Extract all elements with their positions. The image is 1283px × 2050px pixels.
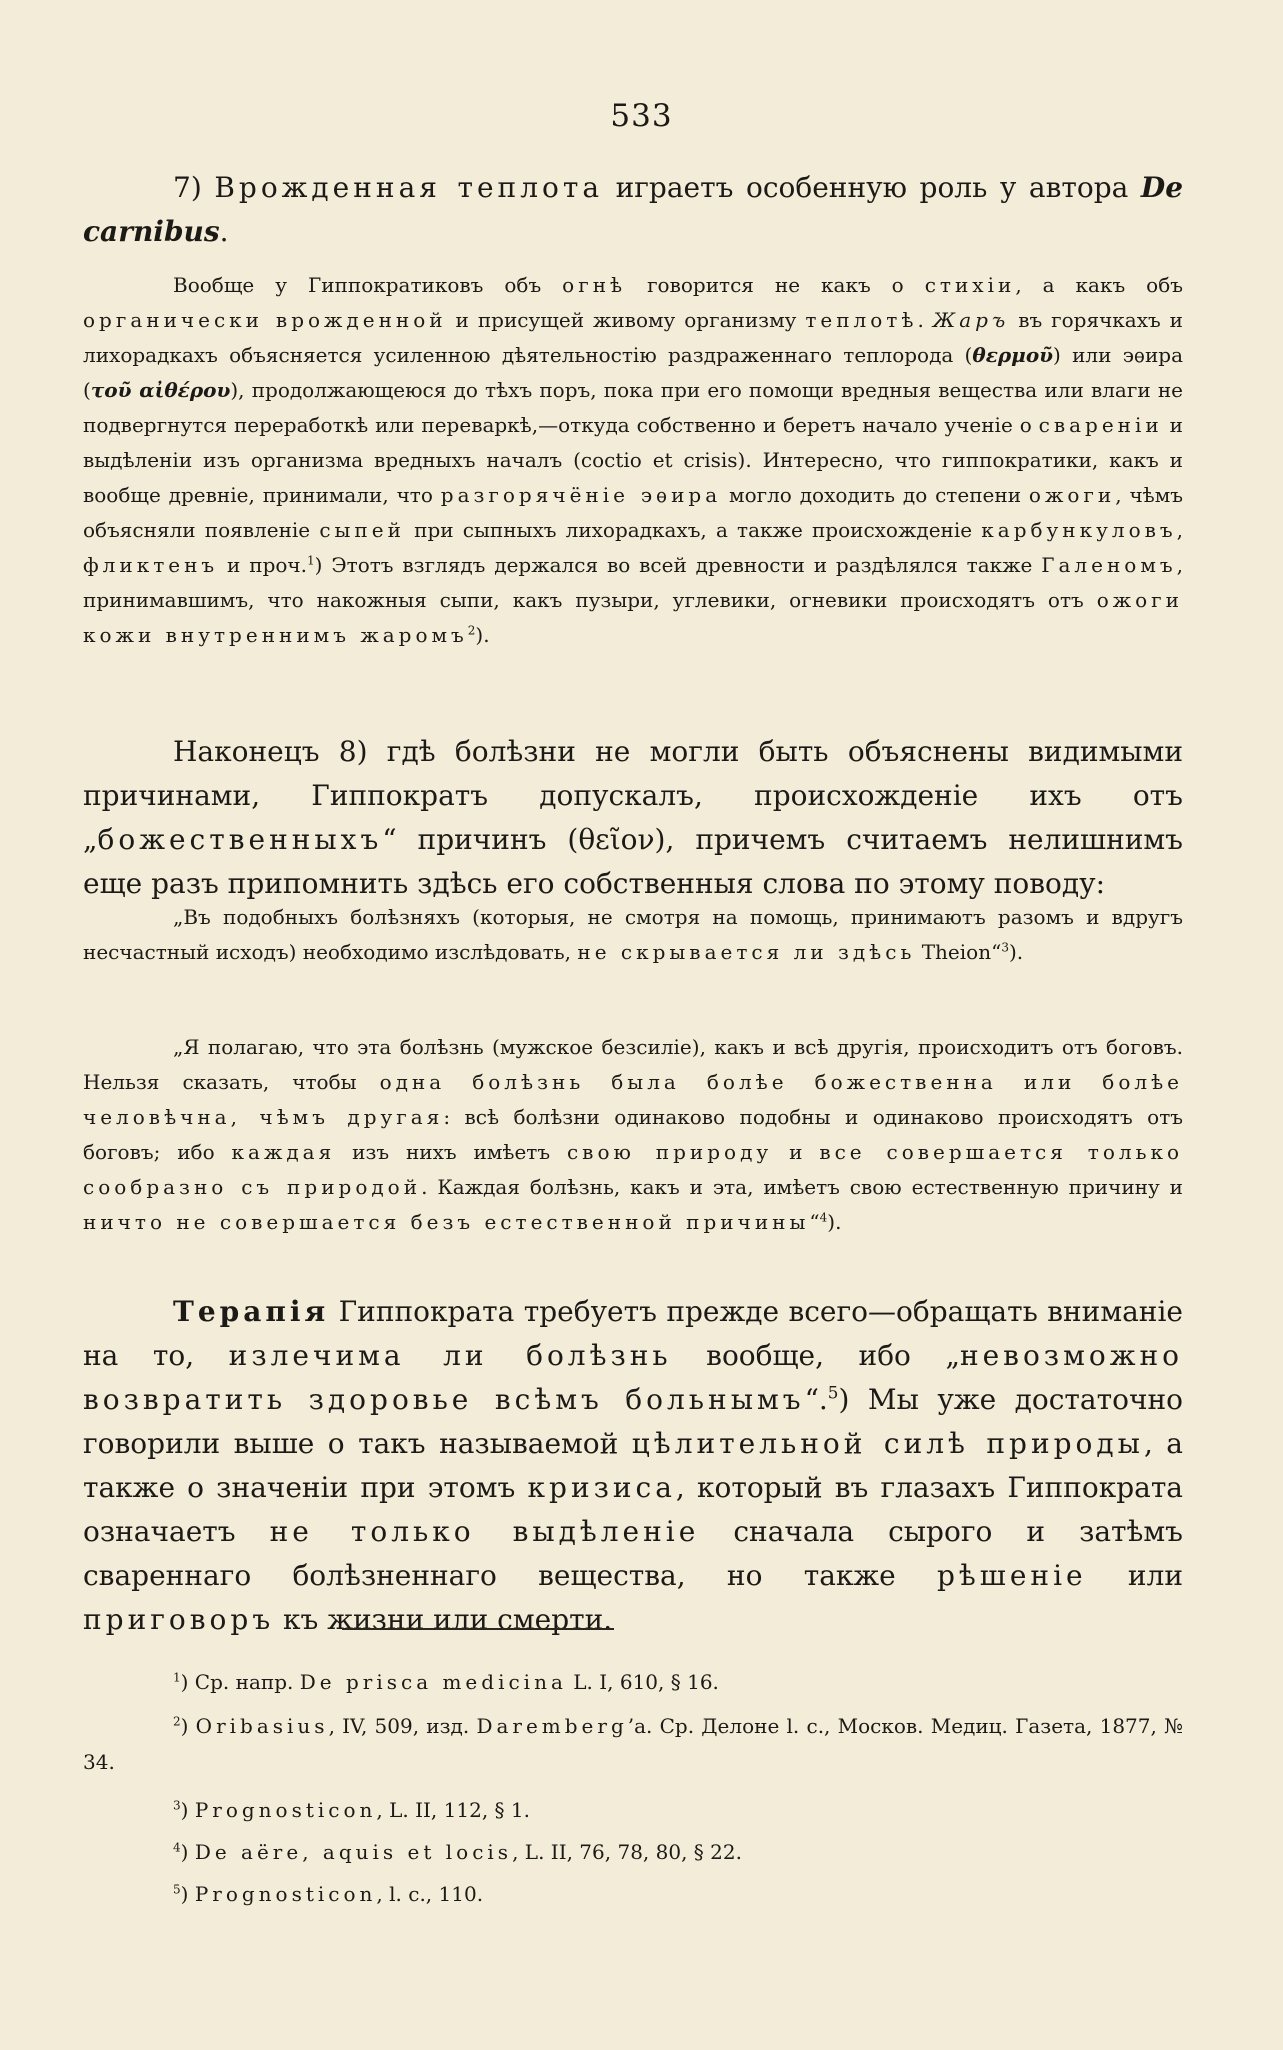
- text: , а также о значеніи при этомъ: [83, 1427, 1184, 1504]
- emphasis-spaced: сыпей: [319, 518, 405, 542]
- emphasis-spaced: рѣшеніе: [937, 1559, 1087, 1592]
- paragraph-therapy: [83, 1290, 1183, 1642]
- text: въ горячкахъ и лихорадкахъ объясняется усиленною дѣятельностію раздраженнаго теплорода (: [83, 308, 1183, 367]
- cited-work: Prognosticon: [194, 1798, 377, 1822]
- text: и проч.: [218, 553, 307, 577]
- text: ) Ср. напр.: [180, 1670, 300, 1694]
- emphasis-spaced: одна болѣзнь была болѣе божественна или болѣе человѣчна, чѣмъ другая: [83, 1070, 1183, 1129]
- emphasis-spaced: огнѣ: [562, 273, 627, 297]
- paragraph-note-7: [83, 166, 1183, 254]
- text: ) Этотъ взглядъ держался во всей древности и раздѣлялся также: [314, 553, 1042, 577]
- footnote-5: [83, 1876, 1183, 1912]
- cited-work: De aëre, aquis et locis: [194, 1840, 513, 1864]
- emphasis-spaced: фликтенъ: [83, 553, 219, 577]
- text: могло доходить до степени: [721, 483, 1029, 507]
- emphasis-spaced: Жаръ: [932, 308, 1010, 332]
- text: , принимавшимъ, что накожныя сыпи, какъ пузыри, углевики, огневики происходятъ отъ: [83, 553, 1183, 612]
- text: , а какъ объ: [1015, 273, 1183, 297]
- emphasis-spaced: Галеномъ: [1041, 553, 1177, 577]
- emphasis-spaced: органически врожденной: [83, 308, 447, 332]
- text: ) Мы уже достаточно говорили выше о такъ называемой: [83, 1383, 1183, 1460]
- text: .: [917, 308, 933, 332]
- emphasis-spaced: ожоги кожи внутреннимъ жаромъ: [83, 588, 1183, 647]
- footnote-3: [83, 1792, 1183, 1828]
- text: при сыпныхъ лихорадкахъ, а также происхожденіе: [404, 518, 982, 542]
- footnote-ref: 4: [819, 1210, 828, 1225]
- text: , L. II, 76, 78, 80, § 22.: [512, 1840, 742, 1864]
- footnote-4: [83, 1834, 1183, 1870]
- cited-author: Daremberg: [476, 1714, 628, 1738]
- cited-work: De prisca medicina: [299, 1670, 567, 1694]
- greek-term: θερμοῦ: [972, 343, 1054, 367]
- text: Гиппократа требуетъ прежде всего—обращать вниманіе на то,: [83, 1295, 1183, 1372]
- page-number: 533: [610, 98, 673, 134]
- section-heading-inline: Терапія: [173, 1295, 330, 1328]
- work-title: De carnibus: [83, 171, 1184, 248]
- emphasis-spaced: ожоги: [1028, 483, 1116, 507]
- text: ): [180, 1840, 195, 1864]
- emphasis-spaced: свою природу: [566, 1140, 773, 1164]
- text: Наконецъ 8) гдѣ болѣзни не могли быть объяснены видимыми причинами, Гиппократъ допускалъ, происхожденіе ихъ отъ „: [83, 735, 1183, 856]
- emphasis-spaced: не скрывается ли здѣсь: [577, 940, 916, 964]
- text: “.: [804, 1383, 828, 1416]
- text: „Въ подобныхъ болѣзняхъ (которыя, не смотря на помощь, принимаютъ разомъ и вдругъ несчастный исходъ) необходимо изслѣдовать,: [83, 905, 1183, 964]
- emphasis-spaced: невозможно возвратить здоровье всѣмъ больнымъ: [83, 1339, 1183, 1416]
- emphasis-spaced: божественныхъ: [97, 823, 383, 856]
- cited-author: Oribasius: [195, 1714, 329, 1738]
- text: , чѣмъ объясняли появленіе: [83, 483, 1184, 542]
- text: Вообще у Гиппократиковъ объ: [173, 273, 563, 297]
- text: ).: [475, 623, 490, 647]
- text: Theion“: [915, 940, 1002, 964]
- emphasis-spaced: свареніи: [1038, 413, 1163, 437]
- footnote-ref: 3: [1001, 940, 1009, 955]
- text: .: [219, 215, 229, 248]
- emphasis-spaced: приговоръ: [83, 1603, 275, 1636]
- text: ’а. Ср. Делоне l. с., Москов. Медиц. Газета, 1877, № 34.: [83, 1714, 1183, 1774]
- emphasis-spaced: карбункуловъ: [981, 518, 1177, 542]
- text: , l. с., 110.: [376, 1882, 484, 1906]
- paragraph-note-8: [83, 730, 1183, 906]
- footnote-mark: 4: [173, 1840, 181, 1855]
- text: , который въ глазахъ Гиппократа означаетъ: [83, 1471, 1184, 1548]
- text: ).: [1008, 940, 1024, 964]
- footnote-ref: 5: [827, 1382, 839, 1403]
- text: „Я полагаю, что эта болѣзнь (мужское безсиліе), какъ и всѣ другія, происходитъ отъ боговъ. Нельзя сказать, чтобы: [83, 1035, 1183, 1094]
- greek-term: τοῦ αἰθέρου: [90, 378, 231, 402]
- text: L. I, 610, § 16.: [566, 1670, 719, 1694]
- footnote-ref: 1: [307, 553, 315, 568]
- text: “ причинъ (θεῖον), причемъ считаемъ нелишнимъ еще разъ припомнить здѣсь его собственныя слова по этому поводу:: [83, 823, 1183, 900]
- text: ).: [827, 1210, 842, 1234]
- footnote-mark: 3: [173, 1798, 181, 1813]
- emphasis-spaced: ничто не совершается безъ естественной причины: [83, 1210, 810, 1234]
- footnote-ref: 2: [467, 623, 476, 638]
- text: ), продолжающеюся до тѣхъ поръ, пока при его помощи вредныя вещества или влаги не подвергнутся переработкѣ или переваркѣ,—откуда собственно и беретъ начало ученіе о: [83, 378, 1183, 437]
- footnote-2: [83, 1708, 1183, 1780]
- text: ) или эѳира (: [83, 343, 1183, 402]
- text: и: [772, 1140, 820, 1164]
- footnote-1: [83, 1664, 1183, 1700]
- note-number: 7): [173, 171, 202, 204]
- emphasis-spaced: все совершается только сообразно съ природой: [83, 1140, 1184, 1199]
- emphasis-spaced: не только выдѣленіе: [269, 1515, 700, 1548]
- emphasis-spaced: цѣлительной силѣ природы: [631, 1427, 1144, 1460]
- footnote-mark: 2: [173, 1714, 181, 1729]
- text: ,: [1176, 518, 1183, 542]
- emphasis-spaced: Врожденная теплота: [214, 171, 604, 204]
- text: вообще, ибо „: [671, 1339, 960, 1372]
- emphasis-spaced: стихіи: [924, 273, 1016, 297]
- emphasis-spaced: излечима ли болѣзнь: [228, 1339, 672, 1372]
- text: ): [180, 1714, 196, 1738]
- footnote-mark: 1: [173, 1670, 181, 1685]
- paragraph-small-print: [83, 268, 1183, 653]
- text: къ жизни или смерти.: [274, 1603, 613, 1636]
- text: или: [1086, 1559, 1183, 1592]
- text: “: [809, 1210, 820, 1234]
- emphasis-spaced: каждая: [231, 1140, 336, 1164]
- emphasis-spaced: кризиса: [527, 1471, 676, 1504]
- text: , IV, 509, изд.: [328, 1714, 477, 1738]
- footnote-mark: 5: [173, 1882, 181, 1897]
- text: изъ нихъ имѣетъ: [335, 1140, 567, 1164]
- text: сначала сырого и затѣмъ свареннаго болѣзненнаго вещества, но также: [83, 1515, 1183, 1592]
- quote-paragraph-2: [83, 1030, 1183, 1240]
- text: говорится не какъ о: [626, 273, 925, 297]
- text: ): [180, 1798, 195, 1822]
- text: ): [180, 1882, 195, 1906]
- text: , L. II, 112, § 1.: [376, 1798, 530, 1822]
- emphasis-spaced: теплотѣ: [805, 308, 918, 332]
- footnote-separator: [342, 1628, 614, 1630]
- text: играетъ особенную роль у автора: [603, 171, 1141, 204]
- quote-paragraph-1: [83, 900, 1183, 970]
- text: и присущей живому организму: [446, 308, 806, 332]
- text: и выдѣленіи изъ организма вредныхъ началъ (coctio et crisis). Интересно, что гиппократики, какъ и вообще древніе, принимали, что: [83, 413, 1183, 507]
- text: . Каждая болѣзнь, какъ и эта, имѣетъ свою естественную причину и: [421, 1175, 1184, 1199]
- cited-work: Prognosticon: [194, 1882, 377, 1906]
- text: : всѣ болѣзни одинаково подобны и одинаково происходятъ отъ боговъ; ибо: [83, 1105, 1183, 1164]
- emphasis-spaced: разгорячёніе эѳира: [440, 483, 722, 507]
